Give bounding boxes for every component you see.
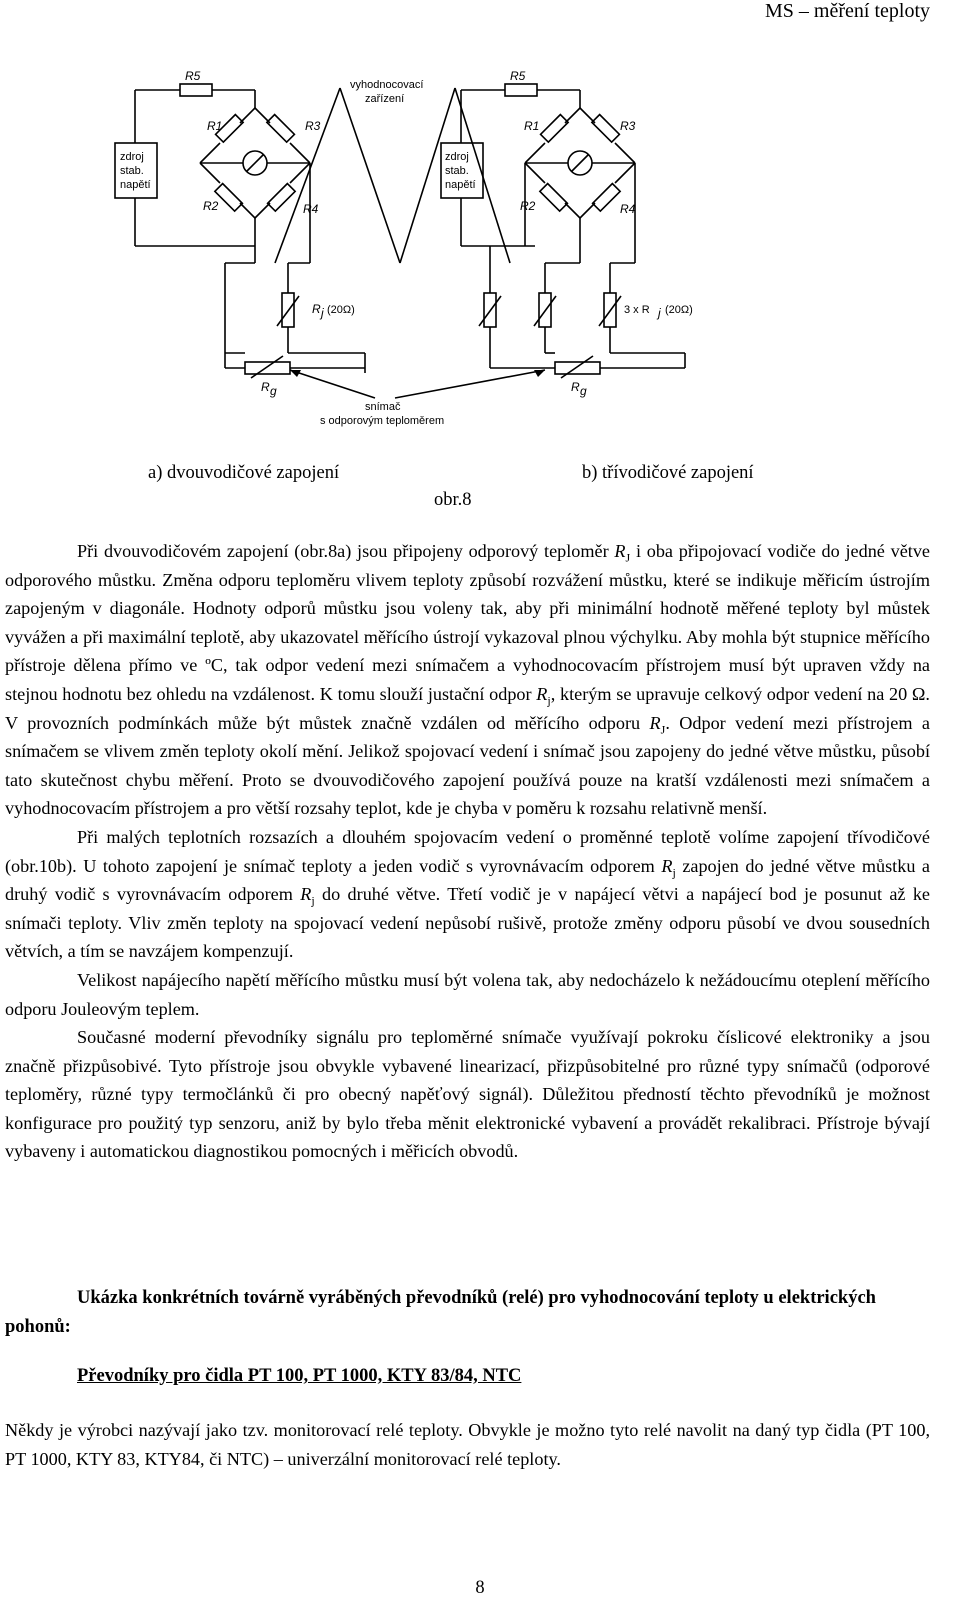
p1-part-a: Při dvouvodičovém zapojení (obr.8a) jsou připojeny odporový teploměr <box>77 541 615 561</box>
label-r1-a: R1 <box>207 119 223 133</box>
resistor-r3-b <box>592 115 620 143</box>
p2-symbol-r-sub: j <box>672 865 676 880</box>
p1-symbol-r3-sub: J <box>660 722 666 737</box>
label-rj-b-sub: j <box>658 306 661 320</box>
label-rj-b-val: (20Ω) <box>665 304 693 316</box>
resistor-r2-a <box>215 184 243 212</box>
paragraph-2 <box>5 823 930 966</box>
p2-part-c: do druhé větve. Třetí vodič je v napájecí větvi a napájecí bod je posunut až ke snímači teploty. Vliv změn teploty na spojovací vedení nepůsobí rušivě, protože změny odporu působí ve dvou sousedních větvích, a tím se navzájem kompenzují. <box>5 884 930 962</box>
closing-paragraph: Někdy je výrobci nazývají jako tzv. monitorovací relé teploty. Obvykle je možno tyto relé navolit na daný typ čidla (PT 100, PT 1000, KTY 83, KTY84, či NTC) – univerzální monitorovací relé teploty. <box>5 1420 930 1469</box>
resistor-r4-b <box>593 184 621 212</box>
resistor-r4-a <box>268 184 296 212</box>
p2-symbol-r: R <box>661 855 673 876</box>
label-r1-b: R1 <box>524 119 540 133</box>
resistor-r5-b <box>505 84 537 96</box>
p2-symbol-r2: R <box>300 884 312 905</box>
label-rg-a-sub: g <box>270 384 277 398</box>
sensor-rg-b <box>555 362 600 374</box>
p1-part-b: i oba připojovací vodiče do jedné větve odporového můstku. Změna odporu teploměru vlivem teploty způsobí rozvážení můstku, které se indikuje měřicím ústrojím zapojeným v diagonále. Hodnoty odporů můstku jsou voleny tak, aby při minimální hodnotě měřené teploty byl můstek vyvážen a při maximální teplotě, aby ukazovatel měřícího ústrojí vykazoval plnou výchylku. Aby mohla být stupnice měřícího přístroje dělena přímo ve ºC, tak odpor vedení mezi snímačem a vyhodnocovacím přístrojem musí být upraven vždy na stejnou hodnotu bez ohledu na vzdálenost. K tomu slouží justační odpor <box>5 541 930 704</box>
label-supply-3-b: napětí <box>445 179 476 191</box>
p2-symbol-r2-sub: j <box>311 893 315 908</box>
p1-symbol-r2: R <box>536 683 548 704</box>
label-rj-a-sub: j <box>321 306 324 320</box>
p1-symbol-r2-sub: j <box>547 693 551 708</box>
label-supply-1-b: zdroj <box>445 151 469 163</box>
p1-symbol-r3: R <box>649 712 661 733</box>
label-rj-a-val: (20Ω) <box>327 304 355 316</box>
p2-part-b: zapojen do jedné větve můstku a druhý vodič s vyrovnávacím odporem <box>5 855 930 905</box>
label-r2-a: R2 <box>203 199 219 213</box>
label-r5-a: R5 <box>185 69 201 83</box>
figure-number: obr.8 <box>434 490 472 510</box>
label-r4-a: R4 <box>303 202 319 216</box>
p1-symbol-r-sub: J <box>625 550 631 565</box>
section-heading: Ukázka konkrétních továrně vyráběných převodníků (relé) pro vyhodnocování teploty u elektrických pohonů: <box>5 1288 876 1337</box>
label-rj-b-prefix: 3 x R <box>624 304 650 316</box>
label-r3-b: R3 <box>620 119 636 133</box>
paragraph-3: Velikost napájecího napětí měřícího můstku musí být volena tak, aby nedocházelo k nežádoucímu oteplení měřícího odporu Jouleovým teplem. <box>5 969 930 1019</box>
page-number: 8 <box>475 1578 485 1598</box>
bridge-circuit-figure <box>75 68 715 448</box>
label-eval-2: zařízení <box>365 93 405 105</box>
caption-a: a) dvouvodičové zapojení <box>148 463 340 483</box>
paragraph-4: Současné moderní převodníky signálu pro teploměrné snímače využívají pokroku číslicové elektroniky a jsou značně přizpůsobivé. Tyto přístroje jsou obvykle vybavené linearizací, přizpůsobitelné pro různé typy snímačů (odporové teploměry, různé typy termočlánků či pro obecný napěťový signál). Důležitou předností těchto převodníků je možnost konfigurace pro použitý typ senzoru, aniž by bylo třeba měnit elektronické vybavení a provádět rekalibraci. Přístroje bývají vybaveny i automatickou diagnostikou pomocných i měřicích obvodů. <box>5 1027 930 1162</box>
sensor-rg-a <box>245 362 290 374</box>
label-r5-b: R5 <box>510 69 526 83</box>
label-r3-a: R3 <box>305 119 321 133</box>
resistor-r5-a <box>180 84 212 96</box>
p1-symbol-r: R <box>614 541 626 561</box>
resistor-r3-a <box>267 115 295 143</box>
label-eval-1: vyhodnocovací <box>350 79 424 91</box>
page-header: MS – měření teploty <box>765 0 930 22</box>
body-text <box>5 537 930 1166</box>
p2-part-a: Při malých teplotních rozsazích a dlouhém spojovacím vedení o proměnné teplotě volíme zapojení třívodičové (obr.10b). U tohoto zapojení je snímač teploty a jeden vodič s vyrovnávacím odporem <box>5 826 930 876</box>
label-rg-b: R <box>571 380 580 394</box>
label-rg-a: R <box>261 380 270 394</box>
p1-part-d: . Odpor vedení mezi přístrojem a snímačem se vlivem změn teploty okolí mění. Jelikož spojovací vedení i snímač jsou zapojeny do jedné větve můstku, působí tato skutečnost chybu měření. Proto se dvouvodičového zapojení používá pouze na kratší vzdálenosti mezi snímačem a vyhodnocovacím přístrojem a pro větší rozsahy teplot, kde je chyba v poměru k rozsahu relativně menší. <box>5 712 930 819</box>
label-supply-2-b: stab. <box>445 165 469 177</box>
p1-part-c: , kterým se upravuje celkový odpor vedení na 20 Ω. V provozních podmínkách může být můstek značně vzdálen od měřícího odporu <box>5 683 930 733</box>
label-rg-b-sub: g <box>580 384 587 398</box>
label-supply-3-a: napětí <box>120 179 151 191</box>
resistor-r2-b <box>540 184 568 212</box>
label-sensor-1: snímač <box>365 401 401 413</box>
label-sensor-2: s odporovým teploměrem <box>320 415 445 427</box>
caption-b: b) třívodičové zapojení <box>582 463 754 483</box>
resistor-r1-b <box>541 115 569 143</box>
label-rj-a: R <box>312 302 321 316</box>
label-r4-b: R4 <box>620 202 636 216</box>
label-supply-2-a: stab. <box>120 165 144 177</box>
paragraph-1 <box>5 537 930 823</box>
circuit-diagram <box>75 68 715 448</box>
subsection-heading: Převodníky pro čidla PT 100, PT 1000, KTY 83/84, NTC <box>77 1366 522 1386</box>
label-supply-1-a: zdroj <box>120 151 144 163</box>
label-r2-b: R2 <box>520 199 536 213</box>
